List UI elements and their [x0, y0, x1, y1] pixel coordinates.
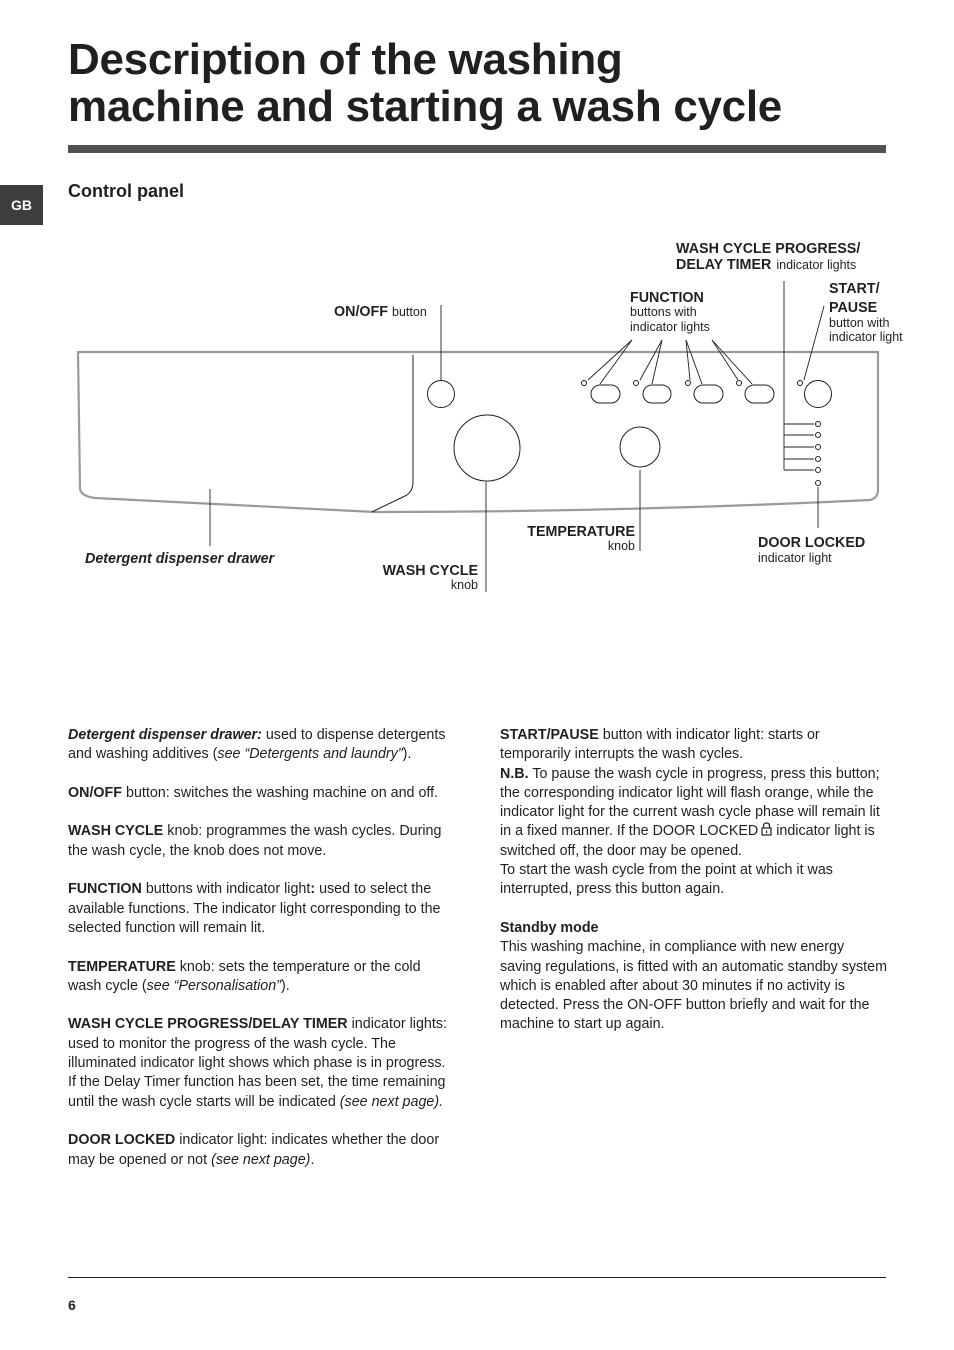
function-button-4 — [745, 385, 774, 403]
function-led-1 — [582, 381, 587, 386]
start-label-2: PAUSE — [829, 300, 878, 316]
temperature-desc: knob — [607, 539, 635, 553]
start-desc-1: button with — [829, 316, 890, 330]
title-line-2: machine and starting a wash cycle — [68, 82, 782, 131]
desc-nb: N.B. To pause the wash cycle in progress, press this button; the corresponding indicator light will flash orange, while the indicator light for the current wash cycle phase will remain lit in a fixed manner. If the DOOR LOCKED indicator light is switched off, the door may be opened. — [500, 765, 880, 859]
standby-text: This washing machine, in compliance with new energy saving regulations, is fitted with an automatic standby system which is enabled after about 30 minutes if no activity is detected. Press the ON-OFF button briefly and wait for the machine to start up again. — [500, 939, 888, 1033]
function-led-3 — [686, 381, 691, 386]
function-button-2 — [643, 385, 671, 403]
language-tab: GB — [0, 185, 43, 225]
wash-cycle-knob — [454, 415, 520, 481]
desc-startpause: START/PAUSE button with indicator light: starts or temporarily interrupts the wash cycles. — [500, 727, 820, 763]
start-label-1: START/ — [829, 281, 880, 297]
description-column-left — [68, 726, 456, 1189]
function-button-1 — [591, 385, 620, 403]
function-desc-1: buttons with — [630, 305, 697, 319]
lock-icon — [761, 822, 772, 836]
washcycle-label: WASH CYCLE — [382, 563, 478, 579]
progress-label-1: WASH CYCLE PROGRESS/ — [676, 241, 861, 257]
temperature-knob — [620, 427, 660, 467]
onoff-button — [428, 381, 455, 408]
onoff-label: ON/OFF button — [334, 304, 427, 320]
progress-label-2: DELAY TIMER indicator lights — [676, 257, 857, 273]
desc-doorlocked: DOOR LOCKED indicator light: indicates whether the door may be opened or not (see next page). — [68, 1132, 440, 1168]
start-desc-2: indicator light — [829, 330, 903, 344]
standby-title: Standby mode — [500, 919, 599, 936]
start-led — [798, 381, 803, 386]
start-pause-button — [805, 381, 832, 408]
progress-led-4 — [816, 457, 821, 462]
temperature-label: TEMPERATURE — [527, 524, 635, 540]
desc-washcycle: WASH CYCLE knob: programmes the wash cycles. During the wash cycle, the knob does not move. — [68, 823, 442, 859]
desc-onoff: ON/OFF button: switches the washing machine on and off. — [68, 784, 439, 801]
desc-temperature: TEMPERATURE knob: sets the temperature or the cold wash cycle (see “Personalisation”). — [68, 958, 421, 994]
function-label: FUNCTION — [630, 290, 704, 306]
desc-progress: WASH CYCLE PROGRESS/DELAY TIMER indicator lights: used to monitor the progress of the wash cycle. The illuminated indicator light shows which phase is in progress. — [68, 1016, 447, 1072]
drawer-label: Detergent dispenser drawer — [85, 551, 275, 567]
door-locked-led — [816, 481, 821, 486]
progress-led-1 — [816, 422, 821, 427]
desc-delay: If the Delay Timer function has been set, the time remaining until the wash cycle starts will be indicated (see next page). — [68, 1074, 446, 1110]
title-rule — [68, 145, 886, 153]
page-number: 6 — [68, 1297, 76, 1313]
section-title: Control panel — [68, 181, 184, 201]
function-led-2 — [634, 381, 639, 386]
progress-led-5 — [816, 468, 821, 473]
desc-restart: To start the wash cycle from the point at which it was interrupted, press this button again. — [500, 862, 833, 898]
function-button-3 — [694, 385, 723, 403]
control-panel-diagram — [0, 230, 954, 600]
function-led-4 — [737, 381, 742, 386]
page-title — [68, 36, 782, 130]
description-column-right — [500, 726, 888, 1054]
function-desc-2: indicator lights — [630, 320, 710, 334]
footer-rule — [68, 1277, 886, 1278]
desc-function: FUNCTION buttons with indicator light: used to select the available functions. The indicator light corresponding to the selected function will remain lit. — [68, 881, 441, 936]
title-line-1: Description of the washing — [68, 35, 623, 84]
progress-led-3 — [816, 445, 821, 450]
door-label: DOOR LOCKED — [758, 535, 866, 551]
washcycle-desc: knob — [450, 578, 478, 592]
progress-led-2 — [816, 433, 821, 438]
door-desc: indicator light — [758, 551, 832, 565]
desc-drawer: Detergent dispenser drawer: used to dispense detergents and washing additives (see “Detergents and laundry”). — [68, 727, 446, 763]
